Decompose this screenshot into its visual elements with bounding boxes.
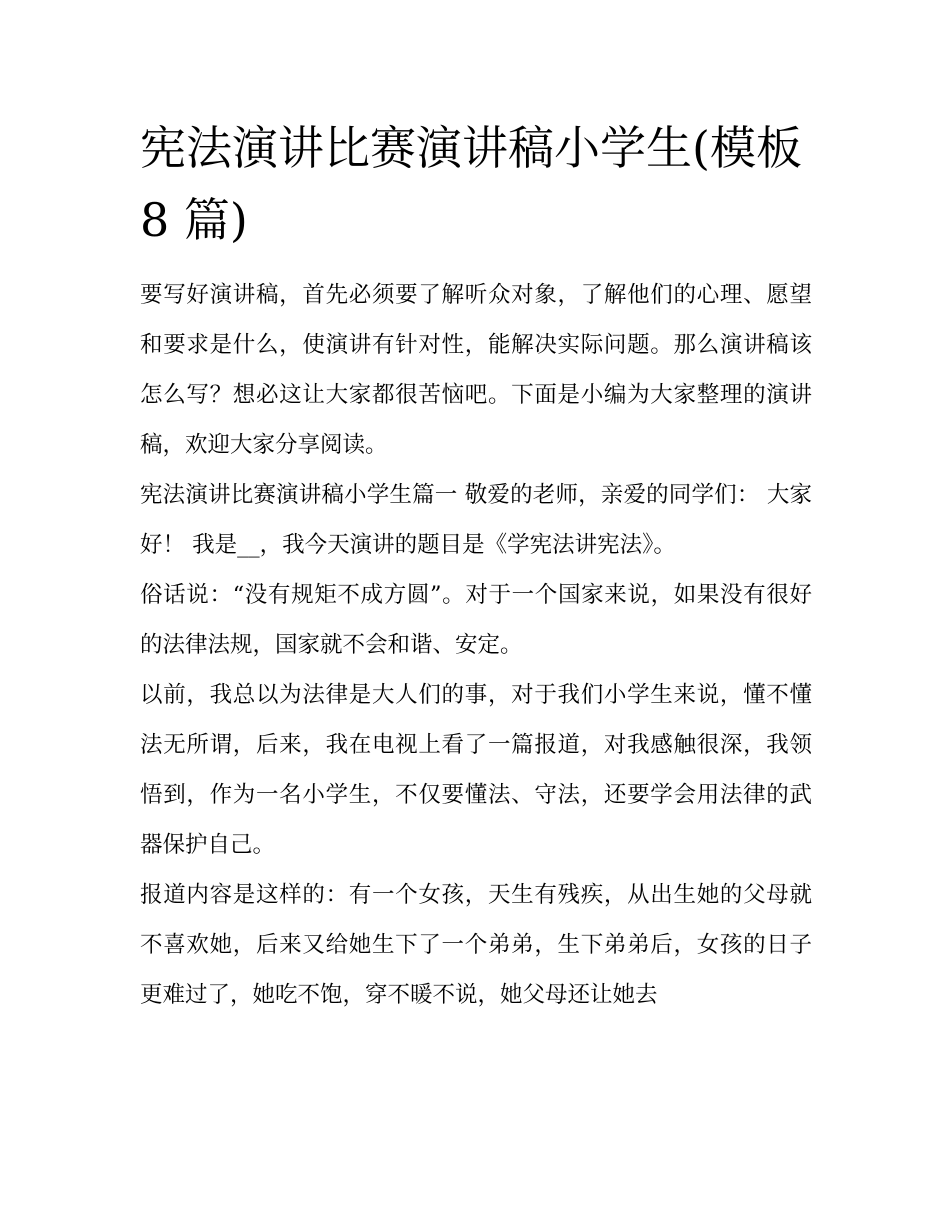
paragraph-reflection: 以前，我总以为法律是大人们的事，对于我们小学生来说，懂不懂法无所谓，后来，我在电视上看了一篇报道，对我感触很深，我领悟到，作为一名小学生，不仅要懂法、守法，还要学会用法律的武器保护自己。: [140, 682, 812, 858]
paragraph-greeting: 宪法演讲比赛演讲稿小学生篇一 敬爱的老师，亲爱的同学们： 大家好！ 我是__，我今天演讲的题目是《学宪法讲宪法》。: [140, 482, 812, 558]
document-content: [140, 112, 812, 1020]
paragraph-intro: 要写好演讲稿，首先必须要了解听众对象，了解他们的心理、愿望和要求是什么，使演讲有针对性，能解决实际问题。那么演讲稿该怎么写？想必这让大家都很苦恼吧。下面是小编为大家整理的演讲稿，欢迎大家分享阅读。: [140, 282, 812, 458]
paragraph-report: 报道内容是这样的：有一个女孩，天生有残疾，从出生她的父母就不喜欢她，后来又给她生下了一个弟弟，生下弟弟后，女孩的日子更难过了，她吃不饱，穿不暖不说，她父母还让她去: [140, 882, 812, 1008]
paragraph-proverb: 俗话说：“没有规矩不成方圆”。对于一个国家来说，如果没有很好的法律法规，国家就不会和谐、安定。: [140, 582, 812, 658]
document-title: 宪法演讲比赛演讲稿小学生(模板 8 篇): [140, 121, 802, 247]
